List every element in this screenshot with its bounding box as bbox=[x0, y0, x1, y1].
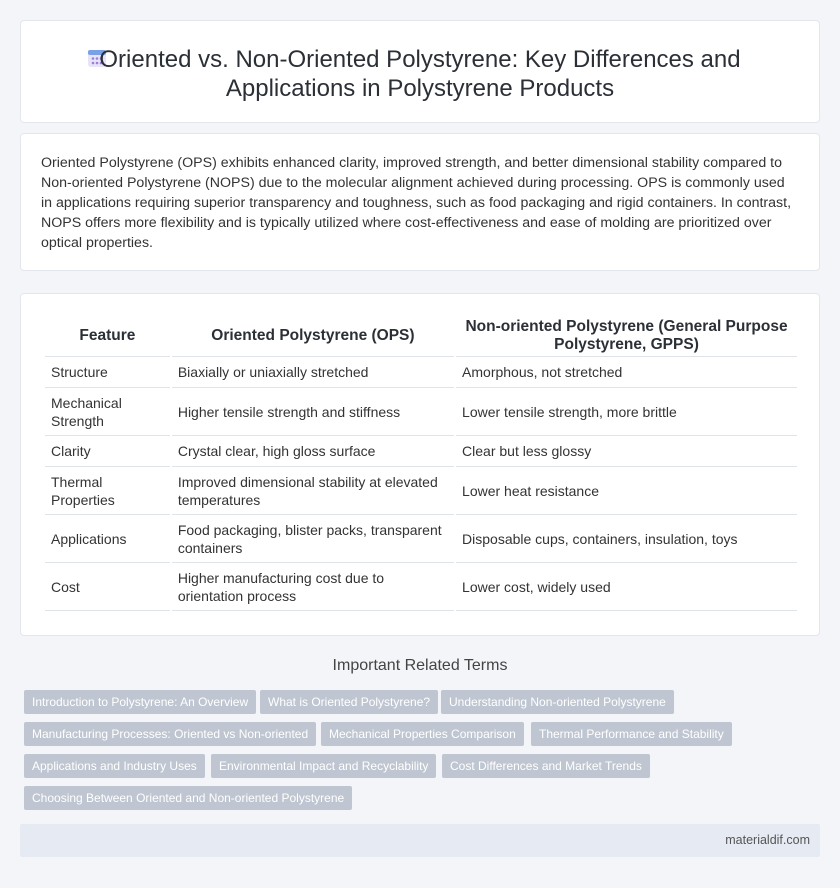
table-header-row bbox=[45, 316, 797, 357]
table-row bbox=[45, 357, 797, 388]
related-term-link[interactable]: Introduction to Polystyrene: An Overview bbox=[24, 690, 256, 714]
table-cell: Mechanical Strength bbox=[45, 388, 170, 436]
table-row bbox=[45, 467, 797, 515]
table-cell: Clarity bbox=[45, 436, 170, 467]
table-row bbox=[45, 515, 797, 563]
table-row bbox=[45, 436, 797, 467]
table-cell: Clear but less glossy bbox=[456, 436, 797, 467]
related-term-link[interactable]: Mechanical Properties Comparison bbox=[321, 722, 524, 746]
table-cell: Food packaging, blister packs, transparent containers bbox=[172, 515, 454, 563]
table-row bbox=[45, 388, 797, 436]
related-term-link[interactable]: Manufacturing Processes: Oriented vs Non-oriented bbox=[24, 722, 316, 746]
comparison-table bbox=[43, 316, 799, 611]
table-cell: Crystal clear, high gloss surface bbox=[172, 436, 454, 467]
related-term-link[interactable]: Choosing Between Oriented and Non-oriented Polystyrene bbox=[24, 786, 352, 810]
related-term-link[interactable]: Cost Differences and Market Trends bbox=[442, 754, 650, 778]
table-row bbox=[45, 563, 797, 611]
related-term-link[interactable]: What is Oriented Polystyrene? bbox=[260, 690, 438, 714]
table-cell: Thermal Properties bbox=[45, 467, 170, 515]
table-cell: Higher tensile strength and stiffness bbox=[172, 388, 454, 436]
table-cell: Disposable cups, containers, insulation, toys bbox=[456, 515, 797, 563]
footer bbox=[20, 824, 820, 857]
related-term-link[interactable]: Understanding Non-oriented Polystyrene bbox=[441, 690, 674, 714]
table-cell: Applications bbox=[45, 515, 170, 563]
related-terms-title: Important Related Terms bbox=[332, 657, 508, 674]
header-gpps: Non-oriented Polystyrene (General Purpose Polystyrene, GPPS) bbox=[456, 316, 797, 357]
table-cell: Biaxially or uniaxially stretched bbox=[172, 357, 454, 388]
page-title-line-1: Oriented vs. Non-Oriented Polystyrene: Key Differences and bbox=[99, 46, 741, 73]
table-cell: Lower cost, widely used bbox=[456, 563, 797, 611]
intro-paragraph: Oriented Polystyrene (OPS) exhibits enhanced clarity, improved strength, and better dimensional stability compared to Non-oriented Polystyrene (NOPS) due to the molecular alignment achieved during processing. OPS is commonly used in applications requiring superior transparency and toughness, such as food packaging and rigid containers. In contrast, NOPS offers more flexibility and is typically utilized where cost-effectiveness and ease of molding are prioritized over optical properties. bbox=[41, 155, 792, 251]
related-term-link[interactable]: Thermal Performance and Stability bbox=[531, 722, 732, 746]
table-cell: Amorphous, not stretched bbox=[456, 357, 797, 388]
table-cell: Lower heat resistance bbox=[456, 467, 797, 515]
related-term-link[interactable]: Environmental Impact and Recyclability bbox=[211, 754, 436, 778]
table-cell: Structure bbox=[45, 357, 170, 388]
header-ops: Oriented Polystyrene (OPS) bbox=[172, 316, 454, 357]
intro-card bbox=[20, 133, 820, 271]
header-feature: Feature bbox=[45, 316, 170, 357]
page-title bbox=[21, 45, 819, 103]
table-cell: Higher manufacturing cost due to orientation process bbox=[172, 563, 454, 611]
table-cell: Improved dimensional stability at elevated temperatures bbox=[172, 467, 454, 515]
table-cell: Cost bbox=[45, 563, 170, 611]
footer-site[interactable]: materialdif.com bbox=[725, 833, 810, 847]
related-term-link[interactable]: Applications and Industry Uses bbox=[24, 754, 205, 778]
table-cell: Lower tensile strength, more brittle bbox=[456, 388, 797, 436]
comparison-table-card bbox=[20, 293, 820, 636]
title-card bbox=[20, 20, 820, 123]
page-title-line-2: Applications in Polystyrene Products bbox=[225, 75, 615, 102]
